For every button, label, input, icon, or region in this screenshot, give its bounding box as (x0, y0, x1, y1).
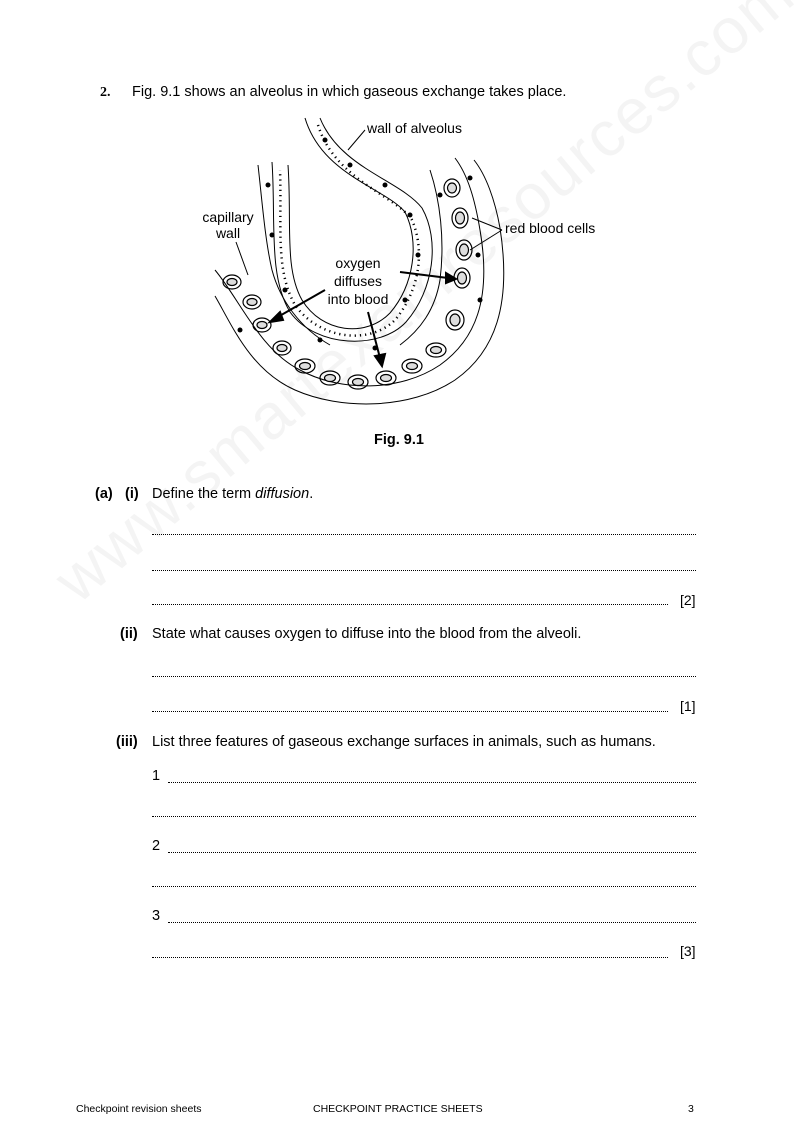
answer-line[interactable] (152, 604, 668, 605)
question-i-text-prefix: Define the term (152, 486, 256, 502)
answer-line[interactable] (152, 570, 696, 571)
part-ii-label: (ii) (120, 626, 138, 642)
part-iii-label: (iii) (116, 734, 138, 750)
question-i-term: diffusion (255, 486, 310, 502)
label-wall-of-alveolus: wall of alveolus (367, 120, 462, 136)
capillary-inner-wall (215, 158, 484, 386)
answer-line-feature-3[interactable] (168, 922, 696, 923)
feature-number-1: 1 (152, 768, 161, 784)
question-i-text (152, 486, 313, 502)
label-red-blood-cells: red blood cells (505, 220, 596, 236)
answer-line[interactable] (152, 534, 696, 535)
footer-center: CHECKPOINT PRACTICE SHEETS (313, 1103, 483, 1115)
answer-line[interactable] (152, 886, 696, 887)
answer-line[interactable] (152, 711, 668, 712)
question-ii-text: State what causes oxygen to diffuse into the blood from the alveoli. (152, 626, 582, 642)
marks-i: [2] (680, 592, 696, 608)
question-number: 2. (100, 85, 111, 100)
answer-line-feature-1[interactable] (168, 782, 696, 783)
marks-ii: [1] (680, 698, 696, 714)
question-intro: Fig. 9.1 shows an alveolus in which gaseous exchange takes place. (132, 84, 567, 100)
page-number: 3 (688, 1103, 694, 1115)
question-i-text-suffix: . (309, 486, 314, 502)
question-iii-text: List three features of gaseous exchange surfaces in animals, such as humans. (152, 734, 656, 750)
answer-line[interactable] (152, 816, 696, 817)
label-oxygen-diffuses: diffuses (334, 273, 382, 289)
answer-line[interactable] (152, 676, 696, 677)
answer-line[interactable] (152, 957, 668, 958)
part-i-label: (i) (125, 486, 139, 502)
answer-line-feature-2[interactable] (168, 852, 696, 853)
feature-number-3: 3 (152, 908, 161, 924)
feature-number-2: 2 (152, 838, 161, 854)
label-capillary-wall: wall (215, 225, 241, 241)
label-capillary: capillary (202, 209, 254, 225)
label-oxygen: oxygen (335, 255, 381, 271)
part-a-label: (a) (95, 486, 113, 502)
figure-caption: Fig. 9.1 (374, 432, 424, 448)
label-oxygen-into-blood: into blood (327, 291, 389, 307)
marks-iii: [3] (680, 943, 696, 959)
alveolus-diagram (0, 110, 800, 410)
footer-left: Checkpoint revision sheets (76, 1103, 202, 1115)
capillary-wall-line (400, 170, 442, 345)
